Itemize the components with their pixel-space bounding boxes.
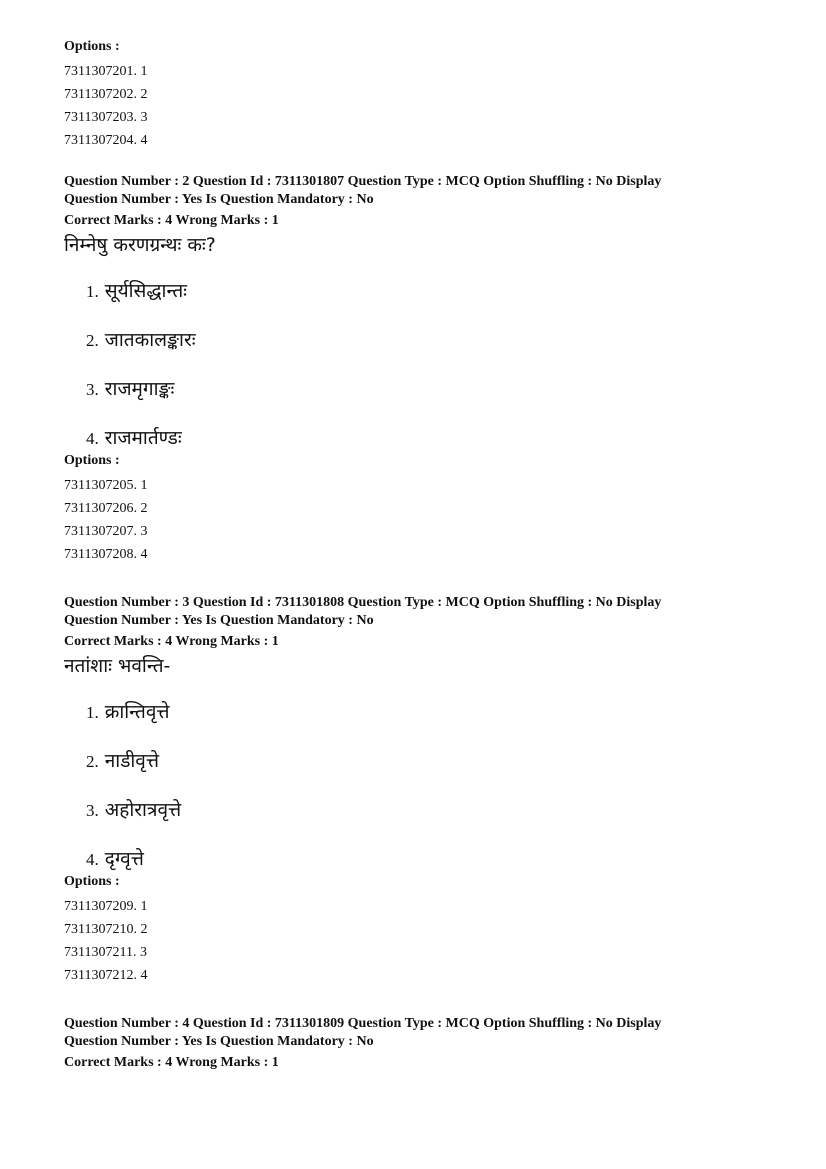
- option-id-row: 7311307212. 4: [64, 968, 148, 983]
- question-meta-line1: Question Number : 3 Question Id : 7311301808 Question Type : MCQ Option Shuffling : No Display: [64, 595, 662, 610]
- choice-text: अहोरात्रवृत्ते: [104, 799, 182, 821]
- choice-text: राजमार्तण्डः: [104, 427, 182, 449]
- question-block-2: [64, 173, 764, 566]
- choice-number: 3.: [86, 380, 99, 399]
- question-marks: Correct Marks : 4 Wrong Marks : 1: [64, 1055, 279, 1070]
- option-id-row: 7311307201. 1: [64, 64, 148, 79]
- choice-number: 3.: [86, 801, 99, 820]
- options-label: Options :: [64, 39, 120, 54]
- option-id-row: 7311307207. 3: [64, 524, 148, 539]
- choice-item: [64, 796, 764, 845]
- choice-item: [64, 845, 764, 869]
- choice-number: 4.: [86, 429, 99, 448]
- option-id-row: 7311307204. 4: [64, 133, 148, 148]
- options-block-q1: [64, 38, 764, 152]
- options-label: Options :: [64, 453, 120, 468]
- question-meta-line1: Question Number : 2 Question Id : 7311301807 Question Type : MCQ Option Shuffling : No Display: [64, 174, 662, 189]
- choice-number: 4.: [86, 850, 99, 869]
- choice-number: 1.: [86, 282, 99, 301]
- options-label: Options :: [64, 874, 120, 889]
- question-meta: [64, 173, 764, 230]
- question-stem: नतांशाः भवन्ति-: [64, 655, 171, 677]
- choice-list: [64, 277, 764, 448]
- choice-text: सूर्यसिद्धान्तः: [104, 280, 188, 302]
- question-block-4: [64, 1015, 764, 1072]
- choice-item: [64, 698, 764, 747]
- choice-text: क्रान्तिवृत्ते: [104, 701, 170, 723]
- question-meta: [64, 594, 764, 651]
- choice-list: [64, 698, 764, 869]
- choice-number: 1.: [86, 703, 99, 722]
- question-marks: Correct Marks : 4 Wrong Marks : 1: [64, 213, 279, 228]
- choice-item: [64, 375, 764, 424]
- choice-number: 2.: [86, 331, 99, 350]
- choice-text: जातकालङ्कारः: [104, 329, 196, 351]
- option-id-row: 7311307211. 3: [64, 945, 147, 960]
- question-meta: [64, 1015, 764, 1072]
- option-id-row: 7311307203. 3: [64, 110, 148, 125]
- question-meta-line1: Question Number : 4 Question Id : 7311301809 Question Type : MCQ Option Shuffling : No Display: [64, 1016, 662, 1031]
- choice-text: राजमृगाङ्कः: [104, 378, 175, 400]
- choice-text: नाडीवृत्ते: [104, 750, 159, 772]
- choice-item: [64, 277, 764, 326]
- option-id-row: 7311307205. 1: [64, 478, 148, 493]
- choice-number: 2.: [86, 752, 99, 771]
- question-meta-line2: Question Number : Yes Is Question Mandatory : No: [64, 1034, 374, 1049]
- option-id-row: 7311307210. 2: [64, 922, 148, 937]
- option-id-row: 7311307209. 1: [64, 899, 148, 914]
- choice-item: [64, 326, 764, 375]
- choice-text: दृग्वृत्ते: [104, 848, 144, 870]
- question-meta-line2: Question Number : Yes Is Question Mandatory : No: [64, 613, 374, 628]
- question-block-3: [64, 594, 764, 987]
- option-id-row: 7311307208. 4: [64, 547, 148, 562]
- question-meta-line2: Question Number : Yes Is Question Mandatory : No: [64, 192, 374, 207]
- option-id-row: 7311307202. 2: [64, 87, 148, 102]
- question-stem: निम्नेषु करणग्रन्थः कः?: [64, 234, 216, 256]
- choice-item: [64, 424, 764, 448]
- choice-item: [64, 747, 764, 796]
- question-marks: Correct Marks : 4 Wrong Marks : 1: [64, 634, 279, 649]
- document-page: [64, 38, 764, 1072]
- option-id-row: 7311307206. 2: [64, 501, 148, 516]
